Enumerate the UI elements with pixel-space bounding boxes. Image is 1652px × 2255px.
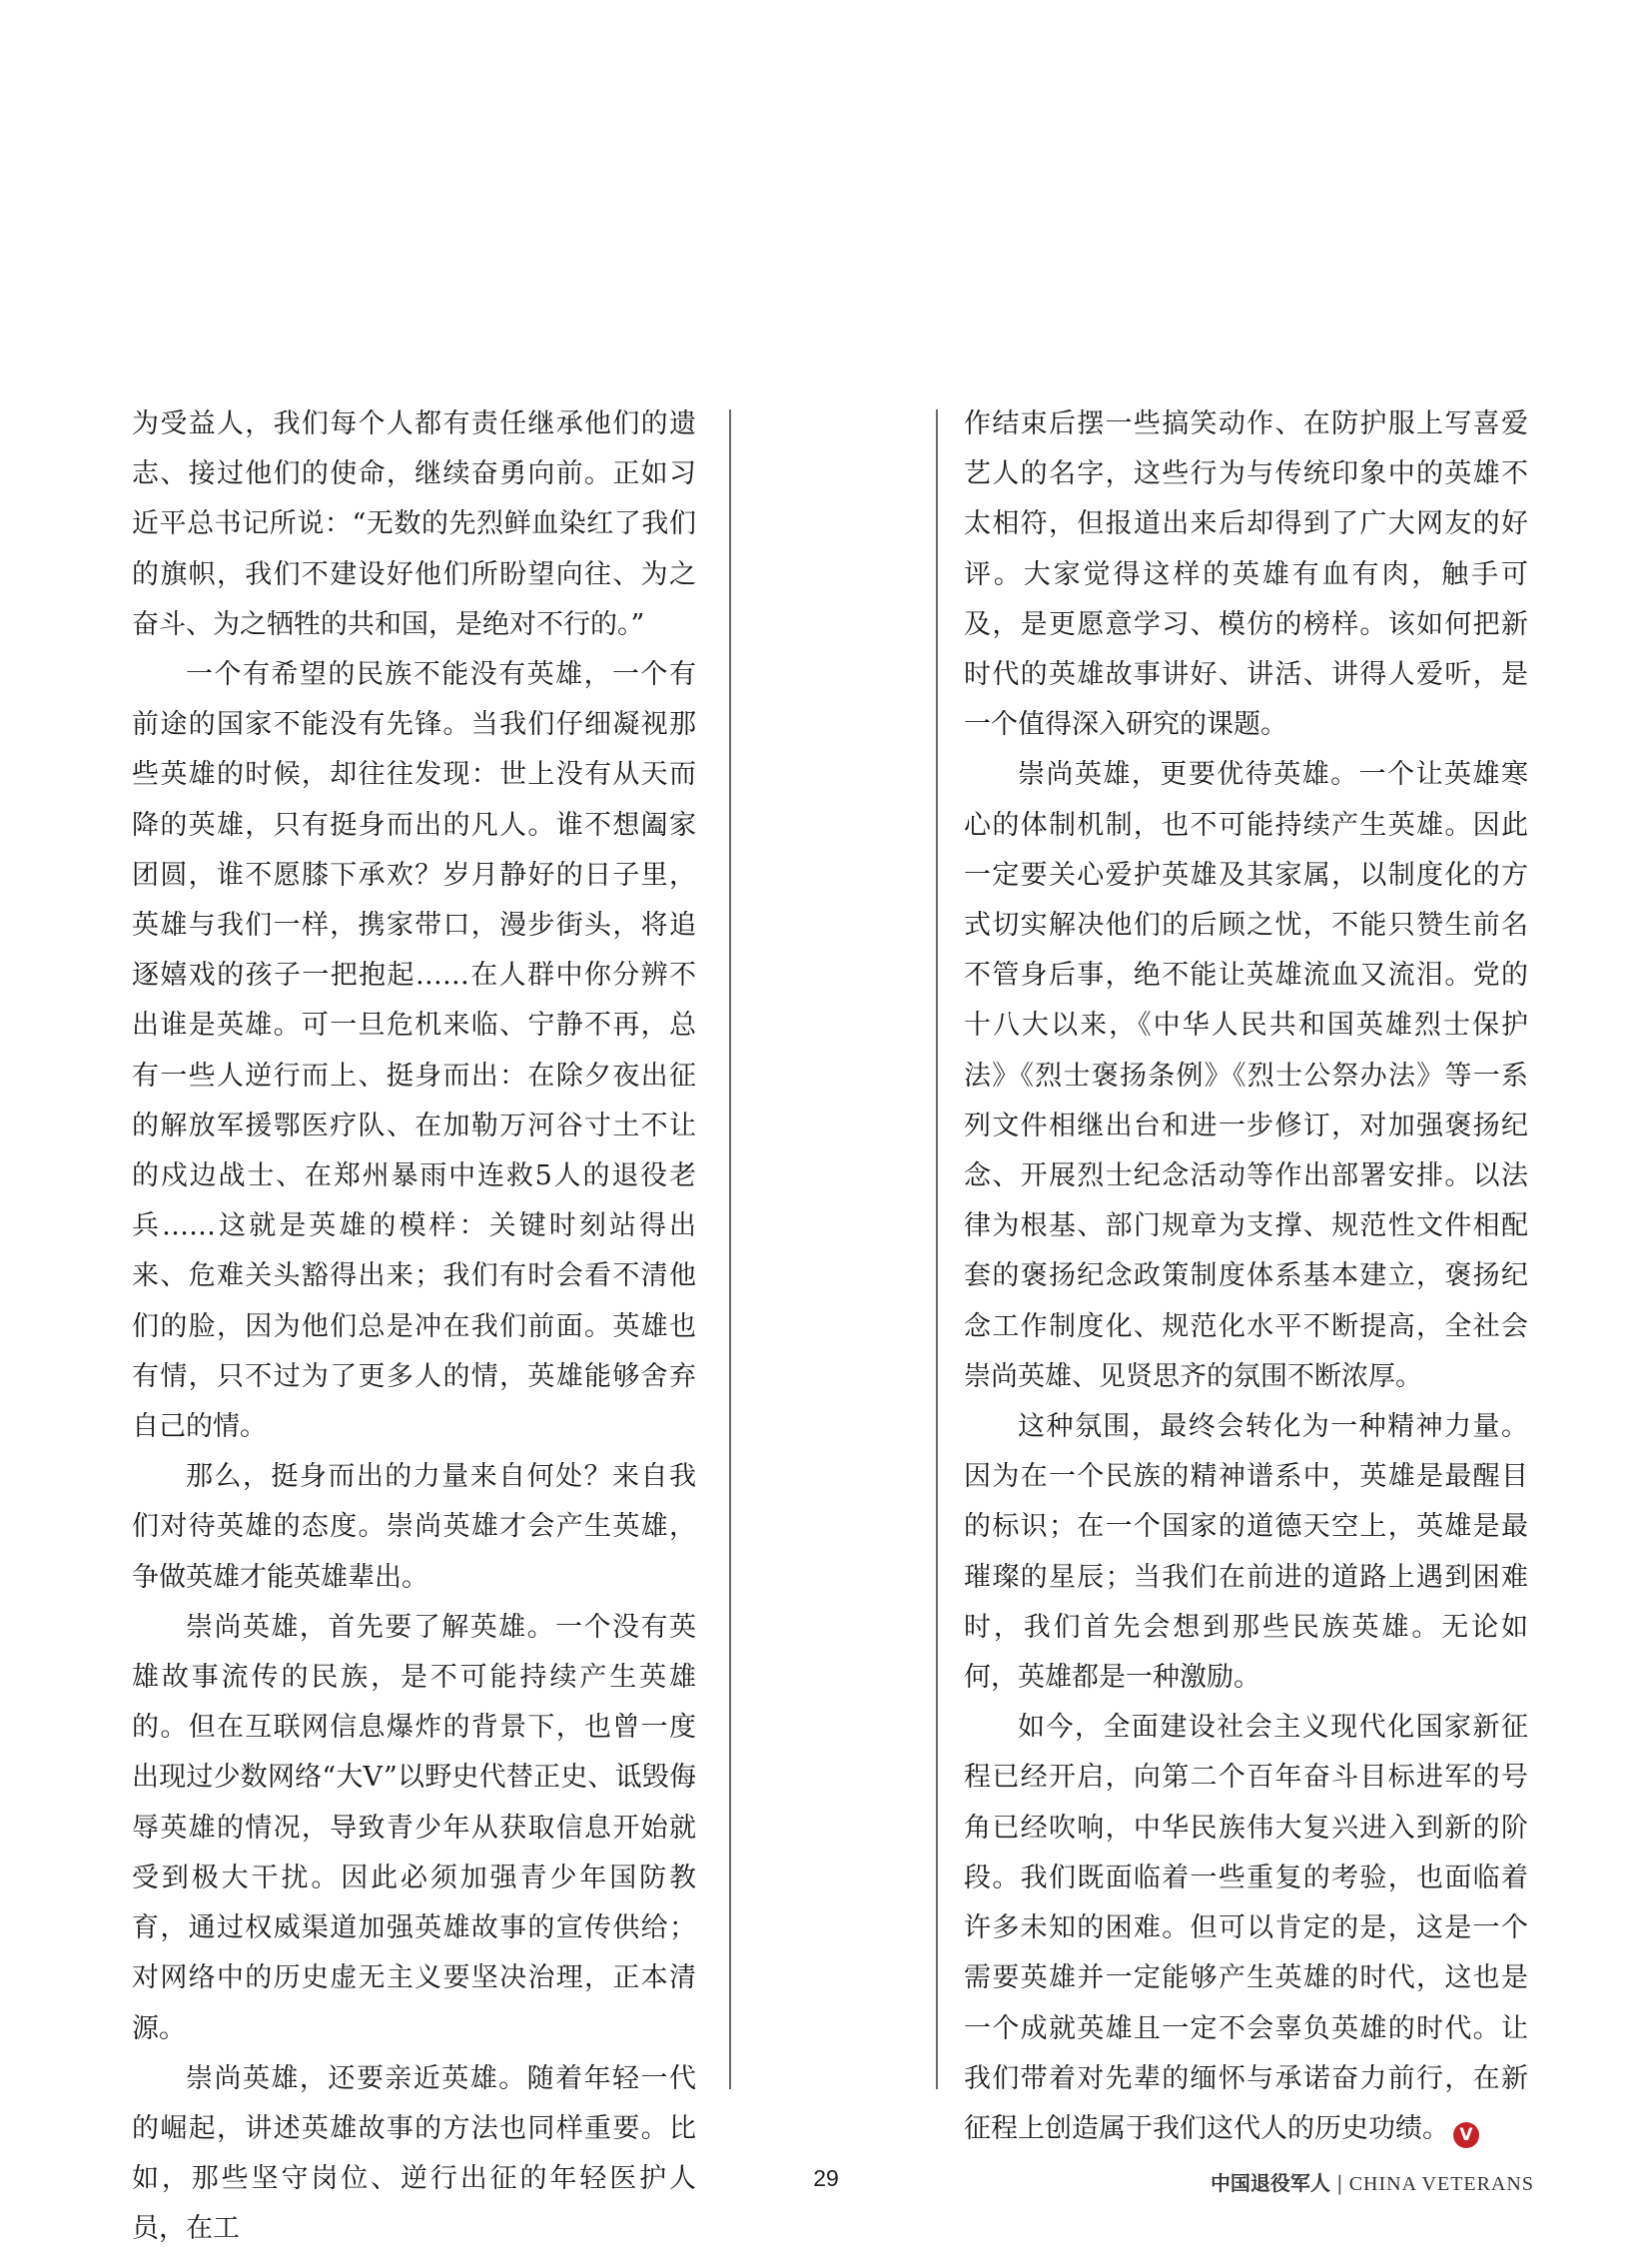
paragraph: 那么，挺身而出的力量来自何处？来自我们对待英雄的态度。崇尚英雄才会产生英雄，争做英雄才能英雄辈出。: [132, 1461, 696, 1593]
left-column: [132, 399, 696, 2255]
paragraph: 崇尚英雄，首先要了解英雄。一个没有英雄故事流传的民族，是不可能持续产生英雄的。但在互联网信息爆炸的背景下，也曾一度出现过少数网络“大V”以野史代替正史、诋毁侮辱英雄的情况，导致青少年从获取信息开始就受到极大干扰。因此必须加强青少年国防教育，通过权威渠道加强英雄故事的宣传供给；对网络中的历史虚无主义要坚决治理，正本清源。: [132, 1611, 696, 2044]
brand-separator: |: [1335, 2171, 1343, 2195]
paragraph: 一个有希望的民族不能没有英雄，一个有前途的国家不能没有先锋。当我们仔细凝视那些英雄的时候，却往往发现：世上没有从天而降的英雄，只有挺身而出的凡人。谁不想阖家团圆，谁不愿膝下承欢？岁月静好的日子里，英雄与我们一样，携家带口，漫步街头，将追逐嬉戏的孩子一把抱起……在人群中你分辨不出谁是英雄。可一旦危机来临、宁静不再，总有一些人逆行而上、挺身而出：在除夕夜出征的解放军援鄂医疗队、在加勒万河谷寸土不让的戍边战士、在郑州暴雨中连救5人的退役老兵……这就是英雄的模样：关键时刻站得出来、危难关头豁得出来；我们有时会看不清他们的脸，因为他们总是冲在我们前面。英雄也有情，只不过为了更多人的情，英雄能够舍弃自己的情。: [132, 659, 696, 1443]
paragraph: 崇尚英雄，更要优待英雄。一个让英雄寒心的体制机制，也不可能持续产生英雄。因此一定要关心爱护英雄及其家属，以制度化的方式切实解决他们的后顾之忧，不能只赞生前名不管身后事，绝不能让英雄流血又流泪。党的十八大以来，《中华人民共和国英雄烈士保护法》《烈士褒扬条例》《烈士公祭办法》等一系列文件相继出台和进一步修订，对加强褒扬纪念、开展烈士纪念活动等作出部署安排。以法律为根基、部门规章为支撑、规范性文件相配套的褒扬纪念政策制度体系基本建立，褒扬纪念工作制度化、规范化水平不断提高，全社会崇尚英雄、见贤思齐的氛围不断浓厚。: [964, 759, 1528, 1392]
paragraph: 作结束后摆一些搞笑动作、在防护服上写喜爱艺人的名字，这些行为与传统印象中的英雄不太相符，但报道出来后却得到了广大网友的好评。大家觉得这样的英雄有血有肉，触手可及，是更愿意学习、模仿的榜样。该如何把新时代的英雄故事讲好、讲活、讲得人爱听，是一个值得深入研究的课题。: [964, 408, 1528, 741]
paragraph: 为受益人，我们每个人都有责任继承他们的遗志、接过他们的使命，继续奋勇向前。正如习近平总书记所说：“无数的先烈鲜血染红了我们的旗帜，我们不建设好他们所盼望向往、为之奋斗、为之牺牲的共和国，是绝对不行的。”: [132, 408, 696, 640]
brand-english: CHINA VETERANS: [1348, 2173, 1534, 2195]
page-number: 29: [813, 2165, 839, 2191]
magazine-brand: [1211, 2167, 1534, 2196]
paragraph: 这种氛围，最终会转化为一种精神力量。因为在一个民族的精神谱系中，英雄是最醒目的标识；在一个国家的道德天空上，英雄是最璀璨的星辰；当我们在前进的道路上遇到困难时，我们首先会想到那些民族英雄。无论如何，英雄都是一种激励。: [964, 1411, 1528, 1694]
paragraph-text: 如今，全面建设社会主义现代化国家新征程已经开启，向第二个百年奋斗目标进军的号角已经吹响，中华民族伟大复兴进入到新的阶段。我们既面临着一些重复的考验，也面临着许多未知的困难。但可以肯定的是，这是一个需要英雄并一定能够产生英雄的时代，这也是一个成就英雄且一定不会辜负英雄的时代。让我们带着对先辈的缅怀与承诺奋力前行，在新征程上创造属于我们这代人的历史功绩。: [964, 1712, 1528, 2144]
column-divider-left: [729, 409, 731, 2089]
end-of-article-icon: V: [1453, 2122, 1479, 2148]
paragraph: 崇尚英雄，还要亲近英雄。随着年轻一代的崛起，讲述英雄故事的方法也同样重要。比如，那些坚守岗位、逆行出征的年轻医护人员，在工: [132, 2062, 696, 2245]
right-column: [964, 399, 1528, 2154]
brand-chinese: 中国退役军人: [1210, 2171, 1330, 2195]
last-paragraph: [964, 1703, 1528, 2154]
column-divider-right: [936, 409, 938, 2089]
